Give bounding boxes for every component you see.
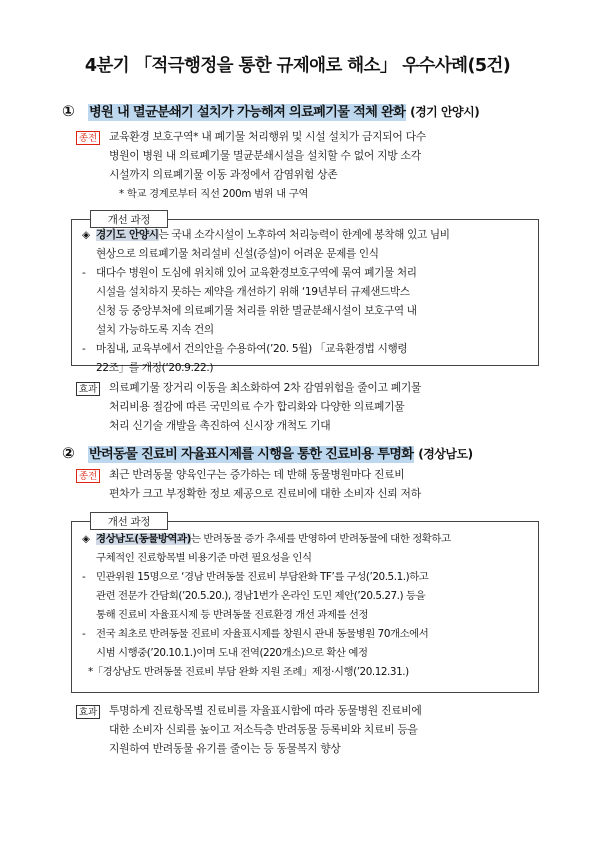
section-1-item-line: 22조」를 개정(’20.9.22.) <box>96 362 214 374</box>
section-2-effect-line: 지원하여 반려동물 유기를 줄이는 등 동물복지 향상 <box>109 742 341 756</box>
dash-icon: - <box>82 571 86 583</box>
section-1-actor: 경기도 안양시 <box>96 229 159 241</box>
section-1-item-line: 시설을 설치하지 못하는 제약을 개선하기 위해 ‘19년부터 규제샌드박스 <box>96 286 410 298</box>
section-2-box-label: 개선 과정 <box>90 512 168 530</box>
section-1-effect-line: 처리 신기술 개발을 촉진하여 신시장 개척도 기대 <box>109 419 331 433</box>
section-2-effect-line: 대한 소비자 신뢰를 높이고 저소득층 반려동물 등록비와 치료비 등을 <box>109 723 418 737</box>
section-2-item-line: 통해 진료비 자율표시제 등 반려동물 진료환경 개선 과제를 선정 <box>96 609 369 621</box>
section-2-before-text <box>109 465 421 503</box>
section-2-region: (경상남도) <box>418 447 473 461</box>
section-1-item-line: 신청 등 중앙부처에 의료폐기물 처리를 위한 멸균분쇄시설이 보호구역 내 <box>96 305 417 317</box>
section-2-number: ② <box>62 444 75 462</box>
section-2-item-line: 민관위원 15명으로 ‘경남 반려동물 진료비 부담완화 TF’를 구성(’20.5.1.)하고 <box>96 571 429 583</box>
section-1-region: (경기 안양시) <box>410 105 480 119</box>
section-2-lead-line: 구체적인 진료항목별 비용기준 마련 필요성을 인식 <box>96 552 312 564</box>
section-2-heading <box>62 443 542 461</box>
section-1-title: 병원 내 멸균분쇄기 설치가 가능해져 의료폐기물 적체 완화 <box>89 105 406 120</box>
section-1-box-label: 개선 과정 <box>90 210 168 228</box>
section-2-effect-text <box>109 701 422 759</box>
section-2-box-note: *「경상남도 반려동물 진료비 부담 완화 지원 조례」제정·시행(’20.12.31.) <box>88 666 409 678</box>
section-1-box-text <box>82 226 534 378</box>
section-1-effect-line: 처리비용 절감에 따른 국민의료 수가 합리화와 다양한 의료폐기물 <box>109 400 405 414</box>
section-2-before-line: 편차가 크고 부정확한 정보 제공으로 진료비에 대한 소비자 신뢰 저하 <box>109 487 421 501</box>
page-title: 4분기 「적극행정을 통한 규제애로 해소」 우수사례(5건) <box>84 56 511 76</box>
section-2-effect-tag: 효과 <box>76 705 100 719</box>
section-2-before-tag: 종전 <box>76 469 100 483</box>
section-2-item-line: 시범 시행중(’20.10.1.)이며 도내 전역(220개소)으로 확산 예정 <box>96 647 368 659</box>
section-1-before-note: * 학교 경계로부터 직선 200m 범위 내 구역 <box>119 188 309 200</box>
section-1-before-line: 교육환경 보호구역* 내 폐기물 처리행위 및 시설 설치가 금지되어 다수 <box>109 130 426 143</box>
dash-icon: - <box>82 267 86 279</box>
section-1-before-line: 시설까지 의료폐기물 이동 과정에서 감염위험 상존 <box>109 168 338 182</box>
section-2-title: 반려동물 진료비 자율표시제를 시행을 통한 진료비용 투명화 <box>89 447 414 462</box>
section-2-lead-text: 는 반려동물 증가 추세를 반영하여 반려동물에 대한 정확하고 <box>190 533 451 545</box>
section-1-before-line: 병원이 병원 내 의료폐기물 멸균분쇄시설을 설치할 수 없어 지방 소각 <box>109 149 421 163</box>
dash-icon: - <box>82 628 86 640</box>
diamond-icon: ◈ <box>82 229 90 241</box>
section-1-effect-text <box>109 378 421 436</box>
section-1-number: ① <box>62 102 75 120</box>
diamond-icon: ◈ <box>82 533 90 545</box>
section-2-effect-line: 투명하게 진료항목별 진료비를 자율표시함에 따라 동물병원 진료비에 <box>109 704 422 717</box>
section-1-effect-tag: 효과 <box>76 382 100 396</box>
section-2-item-line: 전국 최초로 반려동물 진료비 자율표시제를 창원시 관내 동물병원 70개소에서 <box>96 628 429 640</box>
section-1-lead-line: 현상으로 의료폐기물 처리설비 신설(증설)이 어려운 문제를 인식 <box>96 248 379 260</box>
section-1-lead-text: 는 국내 소각시설이 노후하여 처리능력이 한계에 봉착해 있고 님비 <box>158 229 450 241</box>
section-1-heading <box>62 101 542 119</box>
dash-icon: - <box>82 343 86 355</box>
section-2-actor: 경상남도(동물방역과) <box>96 533 191 545</box>
section-1-item-line: 설치 가능하도록 지속 건의 <box>96 324 214 336</box>
section-1-item-line: 대다수 병원이 도심에 위치해 있어 교육환경보호구역에 묶여 폐기물 처리 <box>96 267 417 279</box>
section-2-item-line: 관련 전문가 간담회(’20.5.20.), 경남1번가 온라인 도민 제안(’20.5.27.) 등을 <box>96 590 426 602</box>
section-1-before-text <box>109 127 539 185</box>
section-2-box-text <box>82 530 534 682</box>
section-1-effect-line: 의료폐기물 장거리 이동을 최소화하여 2차 감염위험을 줄이고 폐기물 <box>109 381 422 394</box>
section-1-item-line: 마침내, 교육부에서 건의안을 수용하여(’20. 5월) 「교육환경법 시행령 <box>96 343 408 355</box>
section-2-before-line: 최근 반려동물 양육인구는 증가하는 데 반해 동물병원마다 진료비 <box>109 468 405 481</box>
section-1-before-tag: 종전 <box>76 131 100 145</box>
